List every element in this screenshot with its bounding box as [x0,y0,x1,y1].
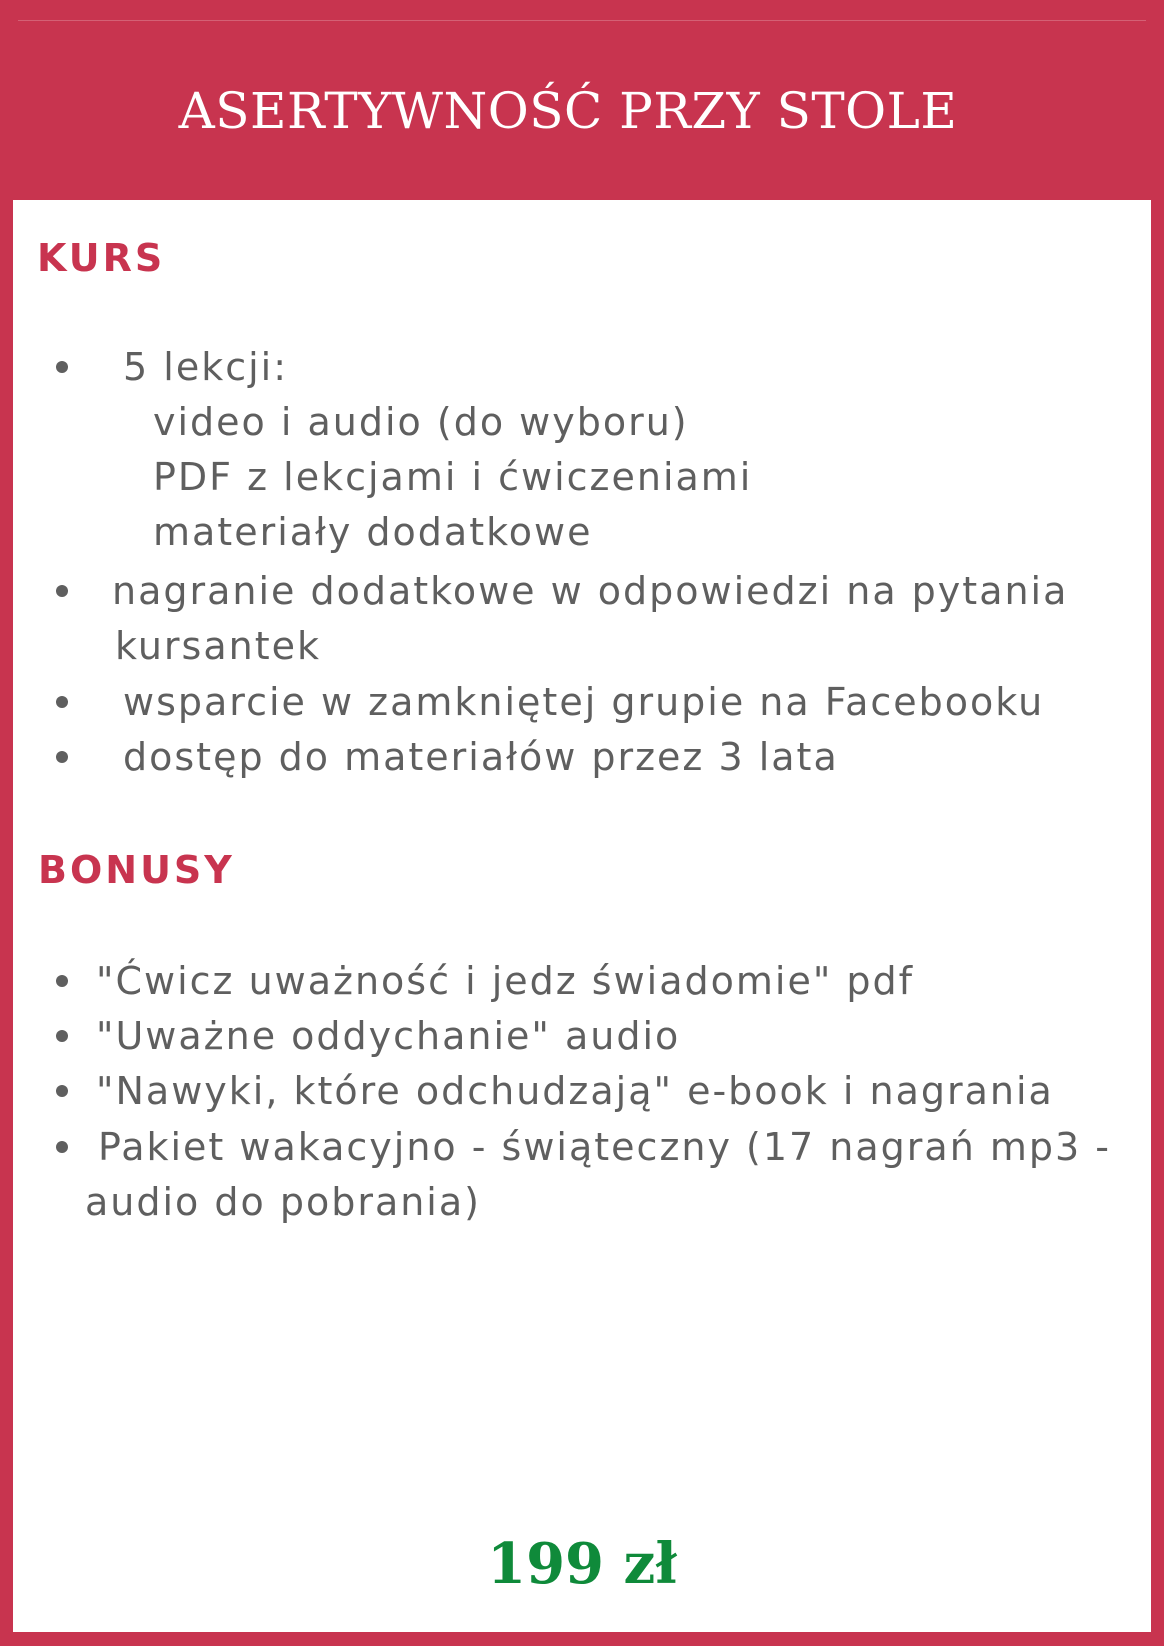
kurs-item-support: wsparcie w zamkniętej grupie na Facebooku [123,680,1045,724]
bullet-icon [56,1085,68,1097]
price-label: 199 zł [487,1531,677,1597]
kurs-subitem-video: video i audio (do wyboru) [153,400,689,444]
kurs-item-recording: nagranie dodatkowe w odpowiedzi na pytania [112,569,1069,613]
bonus-item-mindfulness: "Ćwicz uważność i jedz świadomie" pdf [96,959,915,1003]
header-divider [18,20,1146,21]
bullet-icon [56,361,68,373]
kurs-item-recording-cont: kursantek [115,624,321,668]
bonus-item-habits: "Nawyki, które odchudzają" e-book i nagrania [96,1069,1054,1113]
kurs-item-access: dostęp do materiałów przez 3 lata [123,735,839,779]
kurs-subitem-pdf: PDF z lekcjami i ćwiczeniami [153,455,753,499]
bullet-icon [56,585,68,597]
kurs-item-lessons: 5 lekcji: [123,345,289,389]
bullet-icon [56,696,68,708]
bonus-item-breathing: "Uważne oddychanie" audio [96,1014,681,1058]
kurs-subitem-materials: materiały dodatkowe [153,510,593,554]
bullet-icon [56,751,68,763]
kurs-heading: KURS [37,236,166,280]
bullet-icon [56,1141,68,1153]
header-banner [0,0,1164,200]
bonus-item-package-cont: audio do pobrania) [85,1180,481,1224]
bullet-icon [56,1030,68,1042]
bonusy-heading: BONUSY [38,848,235,892]
bonus-item-package: Pakiet wakacyjno - świąteczny (17 nagrań mp3 - [98,1125,1111,1169]
page-title: ASERTYWNOŚĆ PRZY STOLE [178,82,958,140]
offer-panel [13,200,1151,1632]
bullet-icon [56,975,68,987]
